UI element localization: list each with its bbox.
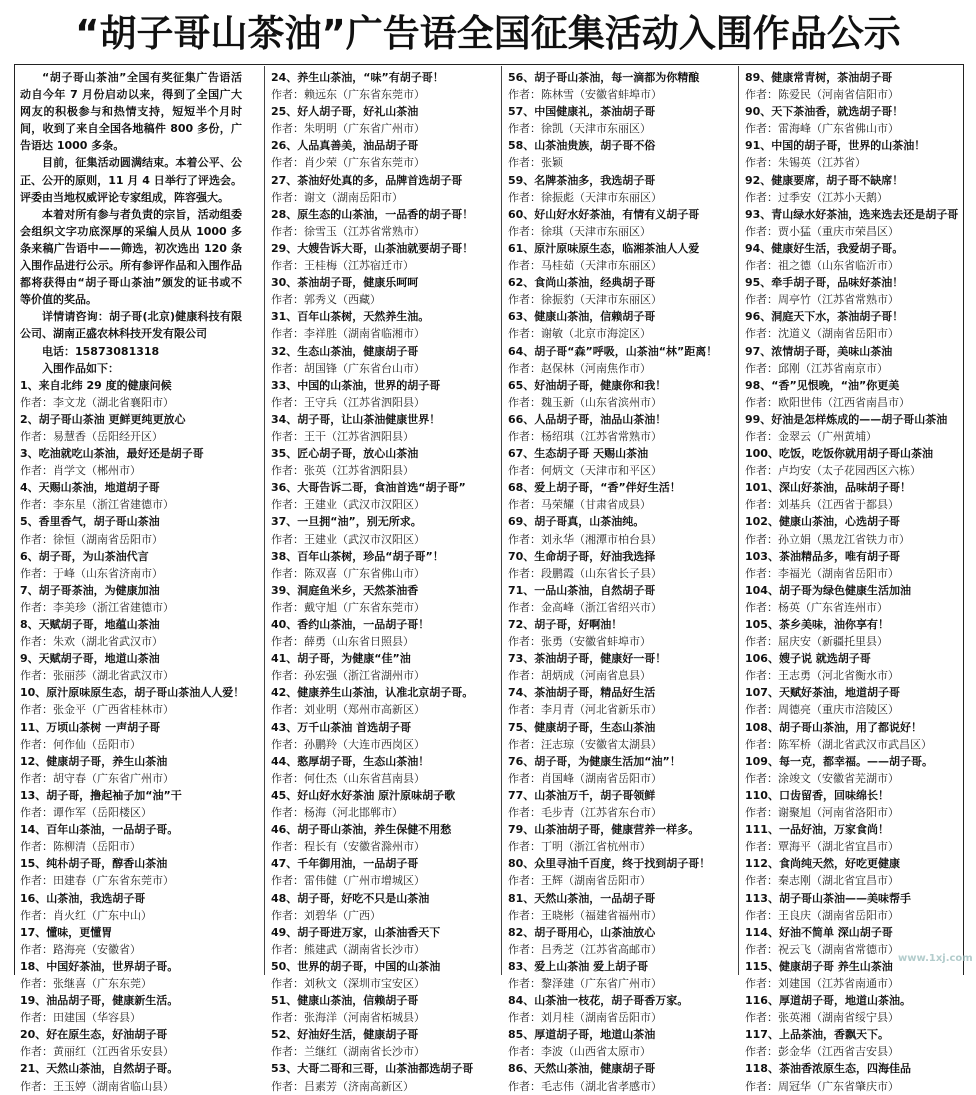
entry-author: 作者：祝云飞（湖南省常德市） xyxy=(745,942,899,956)
entry-author: 作者：张继喜（广东东莞） xyxy=(20,976,152,990)
entry-title: 27、茶油好处真的多，品牌首选胡子哥 xyxy=(271,173,463,187)
entry-title: 93、青山绿水好茶油，选来选去还是胡子哥 xyxy=(745,207,959,221)
entry-author: 作者：程长有（安徽省滁州市） xyxy=(271,840,425,854)
entry-title: 11、万顷山茶树 一声胡子哥 xyxy=(20,720,161,734)
entry-title: 12、健康胡子哥，养生山茶油 xyxy=(20,754,168,768)
entry-author: 作者：赵保林（河南焦作市） xyxy=(508,361,651,375)
entry-title: 65、好油胡子哥，健康你和我！ xyxy=(508,378,667,392)
column-divider xyxy=(501,66,502,975)
intro-paragraph: “胡子哥山茶油”全国有奖征集广告语活动自今年 7 月份启动以来，得到了全国广大网友的积极参与和热情支持，短短半个月时间，收到了来自全国各地稿件 800 多份，广告语达 1000 多条。 xyxy=(20,71,242,153)
entry-author: 作者：肖火红（广东中山） xyxy=(20,908,152,922)
entry-title: 56、胡子哥山茶油，每一滴都为你精酿 xyxy=(508,71,700,84)
entry-title: 44、憨厚胡子哥，生态山茶油！ xyxy=(271,754,430,768)
column-4 xyxy=(745,69,967,1093)
entry-author: 作者：黄丽红（江西省乐安县） xyxy=(20,1045,174,1059)
entry-author: 作者：李东星（浙江省建德市） xyxy=(20,498,174,512)
entry-author: 作者：谭作军（岳阳楼区） xyxy=(20,806,152,820)
entry-title: 10、原汁原味原生态，胡子哥山茶油人人爱！ xyxy=(20,686,245,700)
entry-title: 38、百年山茶树，珍品“胡子哥”！ xyxy=(271,549,444,563)
entry-title: 96、洞庭天下水，茶油胡子哥！ xyxy=(745,310,904,324)
entry-title: 73、茶油胡子哥，健康好一哥！ xyxy=(508,652,667,666)
entry-title: 113、胡子哥山茶油——美味帮手 xyxy=(745,891,911,905)
entry-title: 80、众里寻油千百度，终于找到胡子哥！ xyxy=(508,857,711,871)
entry-author: 作者：路海亮（安徽省） xyxy=(20,942,141,956)
list-heading: 入围作品如下： xyxy=(42,361,119,375)
entry-title: 67、生态胡子哥 天赐山茶油 xyxy=(508,447,649,461)
entry-author: 作者：胡国锋（广东省台山市） xyxy=(271,361,425,375)
column-divider xyxy=(264,66,265,975)
entry-author: 作者：肖学文（郴州市） xyxy=(20,464,141,478)
entry-title: 86、天然山茶油，健康胡子哥 xyxy=(508,1062,656,1076)
entry-title: 105、茶乡美味，油你享有！ xyxy=(745,618,889,631)
entry-title: 109、每一克，都幸福。——胡子哥。 xyxy=(745,754,933,768)
entry-title: 66、人品胡子哥，油品山茶油！ xyxy=(508,412,667,426)
entry-author: 作者：刘永华（湘潭市柏台县） xyxy=(508,532,662,546)
entry-title: 103、茶油精品多，唯有胡子哥 xyxy=(745,549,900,563)
entry-title: 19、油品胡子哥，健康新生活。 xyxy=(20,994,179,1008)
contact-info: 详情请咨询：胡子哥(北京)健康科技有限公司、湖南正盛农林科技开发有限公司 xyxy=(20,310,242,341)
entry-author: 作者：肖国峰（湖南省岳阳市） xyxy=(508,771,662,785)
entry-author: 作者：王干（江苏省泗阳县） xyxy=(271,429,414,443)
entry-author: 作者：李福光（湖南省岳阳市） xyxy=(745,566,899,580)
entry-author: 作者：邱刚（江苏省南京市） xyxy=(745,361,888,375)
entry-title: 26、人品真善美，油品胡子哥 xyxy=(271,139,419,153)
entry-author: 作者：徐雪玉（江苏省常熟市） xyxy=(271,224,425,238)
entry-author: 作者：吕素芳（济南高新区） xyxy=(271,1079,414,1093)
entry-title: 81、天然山茶油，一品胡子哥 xyxy=(508,891,656,905)
entry-author: 作者：刘基兵（江西省于都县） xyxy=(745,498,899,512)
entry-title: 3、吃油就吃山茶油，最好还是胡子哥 xyxy=(20,447,204,461)
entry-title: 107、天赋好茶油，地道胡子哥 xyxy=(745,686,900,700)
entry-author: 作者：徐振豹（天津市东丽区） xyxy=(508,293,662,307)
entry-author: 作者：李美珍（浙江省建德市） xyxy=(20,600,174,614)
entry-author: 作者：黎泽建（广东省广州市） xyxy=(508,976,662,990)
intro-paragraph: 本着对所有参与者负责的宗旨，活动组委会组织文字功底深厚的采编人员从 1000 多条来稿广告语中——筛选，初次选出 120 条入围作品进行公示。所有参评作品和入围作品都将获得由“胡子哥山茶油”颁发的证书或不等价值的奖品。 xyxy=(20,207,242,307)
entry-title: 5、香里香气，胡子哥山茶油 xyxy=(20,515,160,529)
entry-title: 63、健康山茶油，信赖胡子哥 xyxy=(508,310,656,324)
entry-title: 108、胡子哥山茶油，用了都说好！ xyxy=(745,720,922,734)
entry-title: 20、好在原生态，好油胡子哥 xyxy=(20,1028,168,1042)
entry-title: 18、中国好茶油，世界胡子哥。 xyxy=(20,959,179,973)
entry-author: 作者：杨海（河北邯郸市） xyxy=(271,806,403,820)
entry-title: 9、天赋胡子哥，地道山茶油 xyxy=(20,652,160,666)
entry-author: 作者：秦志刚（湖北省宜昌市） xyxy=(745,874,899,888)
entry-author: 作者：胡炳成（河南省息县） xyxy=(508,669,651,683)
entry-title: 82、胡子哥用心，山茶油放心 xyxy=(508,925,656,939)
entry-author: 作者：王桂梅（江苏宿迁市） xyxy=(271,259,414,273)
entry-title: 46、胡子哥山茶油，养生保健不用愁 xyxy=(271,823,452,837)
entry-author: 作者：欧阳世伟（江西省南昌市） xyxy=(745,395,910,409)
entry-author: 作者：张丽莎（湖北省武汉市） xyxy=(20,669,174,683)
entry-author: 作者：肖少荣（广东省东莞市） xyxy=(271,156,425,170)
entry-title: 45、好山好水好茶油 原汁原味胡子歌 xyxy=(271,788,456,802)
entry-author: 作者：陈林雪（安徽省蚌埠市） xyxy=(508,88,662,102)
entry-title: 99、好油是怎样炼成的——胡子哥山茶油 xyxy=(745,412,948,426)
entry-author: 作者：祖之德（山东省临沂市） xyxy=(745,259,899,273)
entry-author: 作者：谢聚旭（河南省洛阳市） xyxy=(745,806,899,820)
entry-author: 作者：涂竣文（安徽省芜湖市） xyxy=(745,771,899,785)
entry-author: 作者：朱锡英（江苏省） xyxy=(745,156,866,170)
entry-title: 101、深山好茶油，品味胡子哥！ xyxy=(745,481,911,495)
entry-author: 作者：刘建国（江苏省南通市） xyxy=(745,976,899,990)
page-title: “胡子哥山茶油”广告语全国征集活动入围作品公示 xyxy=(75,12,901,55)
entry-title: 77、山茶油万千，胡子哥领鲜 xyxy=(508,788,656,802)
entry-title: 53、大哥二哥和三哥，山茶油都选胡子哥 xyxy=(271,1062,474,1076)
entry-title: 100、吃饭，吃饭你就用胡子哥山茶油 xyxy=(745,447,933,461)
entry-author: 作者：沈道义（湖南省岳阳市） xyxy=(745,327,899,341)
entry-title: 98、“香”见恨晚，“油”你更美 xyxy=(745,378,900,392)
entry-title: 13、胡子哥，撸起袖子加“油”干 xyxy=(20,788,182,802)
entry-author: 作者：徐振彪（天津市东丽区） xyxy=(508,190,662,204)
entry-title: 48、胡子哥，好吃不只是山茶油 xyxy=(271,891,430,905)
entry-author: 作者：孙立娟（黑龙江省铁力市） xyxy=(745,532,910,546)
entry-author: 作者：戴守旭（广东省东莞市） xyxy=(271,600,425,614)
phone-number: 电话：15873081318 xyxy=(42,344,160,358)
entry-author: 作者：熊建武（湖南省长沙市） xyxy=(271,942,425,956)
entry-author: 作者：屈庆安（新疆托里县） xyxy=(745,635,888,649)
entry-author: 作者：王建业（武汉市汉阳区） xyxy=(271,532,425,546)
entry-author: 作者：于峰（山东省济南市） xyxy=(20,566,163,580)
entry-author: 作者：汪志琼（安徽省太湖县） xyxy=(508,737,662,751)
entry-author: 作者：卢均安（太子花园西区六栋） xyxy=(745,464,921,478)
entry-title: 68、爱上胡子哥，“香”伴好生活！ xyxy=(508,481,681,495)
entry-title: 89、健康常青树，茶油胡子哥 xyxy=(745,71,893,84)
entry-author: 作者：徐琪（天津市东丽区） xyxy=(508,224,651,238)
entry-title: 112、食尚纯天然，好吃更健康 xyxy=(745,857,900,871)
entry-title: 72、胡子哥，好啊油！ xyxy=(508,618,623,631)
entry-title: 41、胡子哥，为健康“佳”油 xyxy=(271,652,411,666)
entry-title: 52、好油好生活，健康胡子哥 xyxy=(271,1028,419,1042)
entry-author: 作者：贾小猛（重庆市荣昌区） xyxy=(745,224,899,238)
entry-author: 作者：李祥胜（湖南省临湘市） xyxy=(271,327,425,341)
entry-author: 作者：徐恒（湖南省岳阳市） xyxy=(20,532,163,546)
entry-author: 作者：周冠华（广东省肇庆市） xyxy=(745,1079,899,1093)
entry-author: 作者：郭秀义（西藏） xyxy=(271,293,381,307)
column-divider xyxy=(738,66,739,975)
entry-author: 作者：朱欢（湖北省武汉市） xyxy=(20,635,163,649)
entry-title: 95、牵手胡子哥，品味好茶油！ xyxy=(745,276,904,290)
entry-title: 76、胡子哥，为健康生活加“油”！ xyxy=(508,754,681,768)
entry-title: 60、好山好水好茶油，有情有义胡子哥 xyxy=(508,207,700,221)
entry-title: 115、健康胡子哥 养生山茶油 xyxy=(745,959,893,973)
entry-title: 1、来自北纬 29 度的健康问候 xyxy=(20,378,172,392)
entry-author: 作者：兰继红（湖南省长沙市） xyxy=(271,1045,425,1059)
entry-title: 59、名牌茶油多，我选胡子哥 xyxy=(508,173,656,187)
entry-title: 8、天赋胡子哥，地蕴山茶油 xyxy=(20,618,160,631)
entry-author: 作者：王辉（湖南省岳阳市） xyxy=(508,874,651,888)
entry-author: 作者：王良庆（湖南省岳阳市） xyxy=(745,908,899,922)
entry-title: 117、上品茶油，香飘天下。 xyxy=(745,1028,889,1042)
entry-author: 作者：刘月桂（湖南省岳阳市） xyxy=(508,1011,662,1025)
entry-list xyxy=(271,69,493,1095)
entry-title: 47、千年御用油，一品胡子哥 xyxy=(271,857,419,871)
watermark-logo: www.1xj.com xyxy=(898,953,973,964)
entry-title: 24、养生山茶油，“味”有胡子哥！ xyxy=(271,71,444,84)
entry-title: 4、天赐山茶油，地道胡子哥 xyxy=(20,481,160,495)
entry-author: 作者：覃海平（湖北省宜昌市） xyxy=(745,840,899,854)
entry-title: 49、胡子哥进万家，山茶油香天下 xyxy=(271,925,441,939)
entry-title: 42、健康养生山茶油，认准北京胡子哥。 xyxy=(271,686,474,700)
entry-author: 作者：马桂茹（天津市东丽区） xyxy=(508,259,662,273)
entry-title: 111、一品好油，万家食尚！ xyxy=(745,823,889,837)
entry-author: 作者：王玉婷（湖南省临山县） xyxy=(20,1079,174,1093)
entry-author: 作者：魏玉新（山东省滨州市） xyxy=(508,395,662,409)
entry-author: 作者：田建国（华容县） xyxy=(20,1011,141,1025)
entry-author: 作者：薛勇（山东省日照县） xyxy=(271,635,414,649)
entry-author: 作者：陈爱民（河南省信阳市） xyxy=(745,88,899,102)
entry-title: 14、百年山茶油，一品胡子哥。 xyxy=(20,823,179,837)
entry-title: 92、健康要席，胡子哥不缺席！ xyxy=(745,173,904,187)
entry-title: 2、胡子哥山茶油 更鲜更纯更放心 xyxy=(20,412,186,426)
entry-author: 作者：谢敏（北京市海淀区） xyxy=(508,327,651,341)
entry-author: 作者：陈柳清（岳阳市） xyxy=(20,840,141,854)
entry-author: 作者：过季安（江苏小天鹅） xyxy=(745,190,888,204)
entry-title: 31、百年山茶树，天然养生油。 xyxy=(271,310,430,324)
entry-title: 58、山茶油贵族，胡子哥不俗 xyxy=(508,139,656,153)
entry-title: 110、口齿留香，回味绵长！ xyxy=(745,788,889,802)
entry-title: 57、中国健康礼，茶油胡子哥 xyxy=(508,105,656,119)
entry-title: 85、厚道胡子哥，地道山茶油 xyxy=(508,1028,656,1042)
entry-author: 作者：赖远东（广东省东莞市） xyxy=(271,88,425,102)
entry-author: 作者：毛志伟（湖北省孝感市） xyxy=(508,1079,662,1093)
entry-title: 94、健康好生活，我爱胡子哥。 xyxy=(745,241,904,255)
entry-title: 37、一旦拥“油”，别无所求。 xyxy=(271,515,422,529)
entry-author: 作者：杨绍琪（江苏省常熟市） xyxy=(508,429,662,443)
entry-author: 作者：朱明明（广东省广州市） xyxy=(271,122,425,136)
entry-title: 6、胡子哥，为山茶油代言 xyxy=(20,549,149,563)
entry-author: 作者：胡守春（广东省广州市） xyxy=(20,771,174,785)
entry-title: 40、香约山茶油，一品胡子哥！ xyxy=(271,618,430,631)
entry-title: 71、一品山茶油，自然胡子哥 xyxy=(508,583,656,597)
entry-author: 作者：张颖 xyxy=(508,156,563,170)
entry-title: 16、山茶油，我选胡子哥 xyxy=(20,891,146,905)
entry-title: 79、山茶油胡子哥，健康营养一样多。 xyxy=(508,823,700,837)
entry-author: 作者：金高峰（浙江省绍兴市） xyxy=(508,600,662,614)
entry-title: 7、胡子哥茶油，为健康加油 xyxy=(20,583,160,597)
entry-author: 作者：周亭竹（江苏省常熟市） xyxy=(745,293,899,307)
column-3 xyxy=(508,69,730,1093)
entry-author: 作者：刘秋文（深圳市宝安区） xyxy=(271,976,425,990)
entry-list xyxy=(20,377,245,1095)
intro-paragraph: 目前，征集活动圆满结束。本着公平、公正、公开的原则，11 月 4 日举行了评选会。评委由当地权威评论专家组成，阵容强大。 xyxy=(20,156,242,204)
entry-title: 43、万千山茶油 首选胡子哥 xyxy=(271,720,412,734)
entry-title: 15、纯朴胡子哥，醇香山茶油 xyxy=(20,857,168,871)
entry-title: 69、胡子哥真，山茶油纯。 xyxy=(508,515,645,529)
entry-author: 作者：张海洋（河南省柘城县） xyxy=(271,1011,425,1025)
entry-list xyxy=(745,69,967,1095)
entry-author: 作者：王建业（武汉市汉阳区） xyxy=(271,498,425,512)
entry-author: 作者：杨英（广东省连州市） xyxy=(745,600,888,614)
entry-title: 39、洞庭鱼米乡，天然茶油香 xyxy=(271,583,419,597)
entry-title: 51、健康山茶油，信赖胡子哥 xyxy=(271,994,419,1008)
entry-author: 作者：孙鹏羚（大连市西岗区） xyxy=(271,737,425,751)
entry-author: 作者：李月青（河北省新乐市） xyxy=(508,703,662,717)
entry-author: 作者：王守兵（江苏省泗阳县） xyxy=(271,395,425,409)
column-1 xyxy=(20,69,245,1093)
entry-title: 34、胡子哥，让山茶油健康世界！ xyxy=(271,412,441,426)
entry-list xyxy=(508,69,730,1095)
entry-author: 作者：刘业明（郑州市高新区） xyxy=(271,703,425,717)
entry-title: 91、中国的胡子哥，世界的山茶油！ xyxy=(745,139,926,153)
entry-title: 104、胡子哥为绿色健康生活加油 xyxy=(745,583,911,597)
entry-title: 62、食尚山茶油，经典胡子哥 xyxy=(508,276,656,290)
entry-title: 61、原汁原味原生态，临湘茶油人人爱 xyxy=(508,241,700,255)
entry-author: 作者：雷海峰（广东省佛山市） xyxy=(745,122,899,136)
entry-author: 作者：徐凯（天津市东丽区） xyxy=(508,122,651,136)
entry-author: 作者：何炳文（天津市和平区） xyxy=(508,464,662,478)
entry-author: 作者：吕秀芝（江苏省高邮市） xyxy=(508,942,662,956)
entry-title: 75、健康胡子哥，生态山茶油 xyxy=(508,720,656,734)
entry-title: 21、天然山茶油，自然胡子哥。 xyxy=(20,1062,179,1076)
entry-title: 97、浓情胡子哥，美味山茶油 xyxy=(745,344,893,358)
entry-author: 作者：田建春（广东省东莞市） xyxy=(20,874,174,888)
entry-title: 36、大哥告诉二哥，食油首选“胡子哥” xyxy=(271,481,466,495)
entry-author: 作者：周德亮（重庆市涪陵区） xyxy=(745,703,899,717)
entry-author: 作者：丁明（浙江省杭州市） xyxy=(508,840,651,854)
entry-title: 32、生态山茶油，健康胡子哥 xyxy=(271,344,419,358)
entry-title: 83、爱上山茶油 爱上胡子哥 xyxy=(508,959,649,973)
entry-title: 114、好油不简单 深山胡子哥 xyxy=(745,925,893,939)
entry-author: 作者：陈军桥（湖北省武汉市武昌区） xyxy=(745,737,932,751)
entry-title: 64、胡子哥“森”呼吸，山茶油“林”距离！ xyxy=(508,344,718,358)
entry-author: 作者：何仕杰（山东省莒南县） xyxy=(271,771,425,785)
entry-author: 作者：彭金华（江西省吉安县） xyxy=(745,1045,899,1059)
entry-author: 作者：刘碧华（广西） xyxy=(271,908,381,922)
entry-author: 作者：马荣耀（甘肃省成县） xyxy=(508,498,651,512)
entry-title: 74、茶油胡子哥，精品好生活 xyxy=(508,686,656,700)
entry-title: 102、健康山茶油，心选胡子哥 xyxy=(745,515,900,529)
entry-author: 作者：金翠云（广州黄埔） xyxy=(745,429,877,443)
entry-author: 作者：何作仙（岳阳市） xyxy=(20,737,141,751)
entry-author: 作者：毛步青（江苏省东台市） xyxy=(508,806,662,820)
entry-title: 30、茶油胡子哥，健康乐呵呵 xyxy=(271,276,419,290)
entry-title: 118、茶油香浓原生态，四海佳品 xyxy=(745,1062,911,1076)
entry-author: 作者：王志勇（河北省衡水市） xyxy=(745,669,899,683)
entry-author: 作者：雷伟健（广州市增城区） xyxy=(271,874,425,888)
entry-title: 106、嫂子说 就选胡子哥 xyxy=(745,652,871,666)
entry-author: 作者：谢文（湖南岳阳市） xyxy=(271,190,403,204)
entry-author: 作者：张勇（安徽省蚌埠市） xyxy=(508,635,651,649)
entry-author: 作者：段鹏霞（山东省长子县） xyxy=(508,566,662,580)
entry-author: 作者：李波（山西省太原市） xyxy=(508,1045,651,1059)
entry-title: 17、懂味，更懂胃 xyxy=(20,925,113,939)
entry-author: 作者：李文龙（湖北省襄阳市） xyxy=(20,395,174,409)
entry-title: 70、生命胡子哥，好油我选择 xyxy=(508,549,656,563)
entry-title: 25、好人胡子哥，好礼山茶油 xyxy=(271,105,419,119)
entry-author: 作者：张英（江苏省泗阳县） xyxy=(271,464,414,478)
entry-title: 28、原生态的山茶油，一品香的胡子哥！ xyxy=(271,207,474,221)
entry-title: 33、中国的山茶油，世界的胡子哥 xyxy=(271,378,441,392)
entry-title: 84、山茶油一枝花，胡子哥香万家。 xyxy=(508,994,689,1008)
entry-author: 作者：孙宏强（浙江省湖州市） xyxy=(271,669,425,683)
entry-title: 35、匠心胡子哥，放心山茶油 xyxy=(271,447,419,461)
entry-title: 116、厚道胡子哥，地道山茶油。 xyxy=(745,994,911,1008)
column-2 xyxy=(271,69,493,1093)
entry-author: 作者：易慧香（岳阳经开区） xyxy=(20,429,163,443)
entry-title: 29、大嫂告诉大哥，山茶油就要胡子哥！ xyxy=(271,241,474,255)
entry-title: 90、天下茶油香，就选胡子哥！ xyxy=(745,105,904,119)
entry-author: 作者：陈双喜（广东省佛山市） xyxy=(271,566,425,580)
entry-author: 作者：王晓彬（福建省福州市） xyxy=(508,908,662,922)
entry-author: 作者：张金平（广西省桂林市） xyxy=(20,703,174,717)
entry-title: 50、世界的胡子哥，中国的山茶油 xyxy=(271,959,441,973)
entry-author: 作者：张英湘（湖南省绥宁县） xyxy=(745,1011,899,1025)
